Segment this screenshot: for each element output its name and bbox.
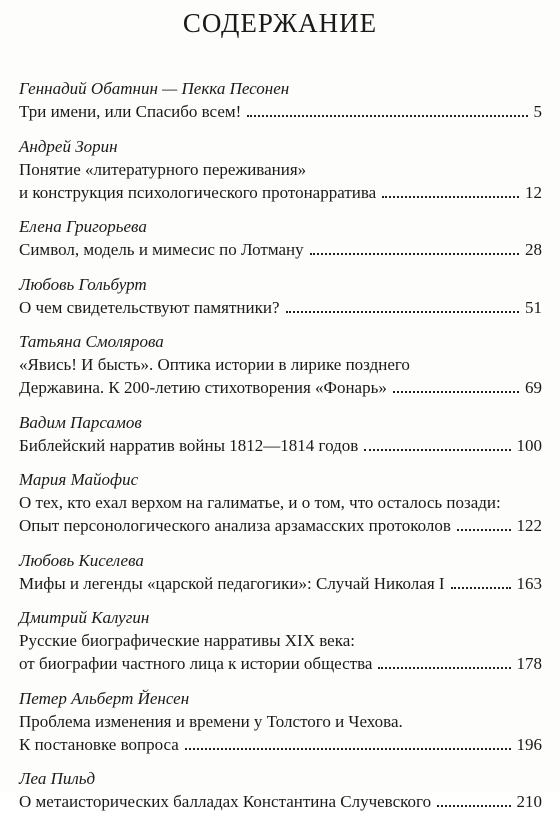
toc-entry-author: Геннадий Обатнин — Пекка Песонен: [19, 79, 290, 98]
toc-entry-page-number: 178: [516, 654, 542, 673]
toc-entry-title-line: [19, 790, 542, 813]
toc-entry-page-number: 100: [516, 435, 542, 455]
toc-entry-page-number: 69: [525, 378, 542, 397]
toc-entry-title-line: [19, 353, 542, 376]
toc-entry-page-number: 5: [533, 102, 542, 121]
toc-entry: [19, 136, 542, 204]
toc-entry-author: Любовь Гольбурт: [19, 274, 147, 294]
toc-entry-title-line: [19, 158, 542, 181]
dot-leader: [393, 391, 519, 393]
toc-entry-title-line: [19, 710, 542, 733]
toc-entry-title-text: Три имени, или Спасибо всем!: [19, 102, 242, 121]
toc-entry-title-line: [19, 100, 542, 123]
dot-leader: [364, 449, 510, 451]
toc-entry-title-text: Русские биографические нарративы XIX века:: [19, 631, 355, 650]
toc-entry-author: Елена Григорьева: [19, 217, 147, 236]
toc-entry-title-line: [19, 629, 542, 652]
toc-entry: [19, 469, 542, 537]
toc-entry-title-text: и конструкция психологического протонарратива: [19, 182, 377, 202]
toc-entry-author: Леа Пильд: [19, 769, 96, 788]
toc-entry-title-line: [19, 733, 542, 756]
toc-entry-title-line: [19, 434, 542, 457]
toc-entry-page-number: 122: [516, 516, 542, 535]
dot-leader: [451, 587, 511, 589]
toc-entry-title-text: О метаисторических балладах Константина Случевского: [19, 792, 432, 811]
toc-entry-page-number: 196: [516, 734, 542, 754]
dot-leader: [286, 311, 519, 313]
toc-entry-title-text: К постановке вопроса: [19, 734, 179, 754]
toc-entry-author: Любовь Киселева: [19, 550, 144, 570]
dot-leader: [247, 115, 527, 117]
toc-entry-title-text: Мифы и легенды «царской педагогики»: Случай Николая I: [19, 573, 445, 593]
toc-entry-author: Андрей Зорин: [19, 136, 118, 156]
dot-leader: [457, 529, 511, 531]
toc-entry-author: Вадим Парсамов: [19, 412, 142, 432]
dot-leader: [437, 805, 510, 807]
toc-entry-title-line: [19, 181, 542, 204]
toc-entry-title-line: [19, 296, 542, 319]
toc-entry-author: Петер Альберт Йенсен: [19, 688, 190, 708]
dot-leader: [382, 196, 519, 198]
toc-entry: [19, 768, 542, 813]
toc-entry-title-text: Державина. К 200-летию стихотворения «Фонарь»: [19, 378, 387, 397]
table-of-contents: [19, 78, 542, 826]
toc-entry-title-line: [19, 514, 542, 537]
toc-entry-title-text: Понятие «литературного переживания»: [19, 159, 307, 179]
toc-entry: [19, 412, 542, 457]
toc-entry-title-text: Библейский нарратив войны 1812—1814 годов: [19, 435, 359, 455]
toc-entry-title-text: Символ, модель и мимесис по Лотману: [19, 240, 304, 259]
dot-leader: [185, 748, 511, 750]
toc-entry-author: Мария Майофис: [19, 470, 139, 489]
toc-entry: [19, 688, 542, 756]
toc-entry-author: Татьяна Смолярова: [19, 332, 164, 351]
toc-entry-title-line: [19, 572, 542, 595]
toc-entry: [19, 274, 542, 319]
page-title: СОДЕРЖАНИЕ: [182, 8, 378, 38]
toc-entry: [19, 216, 542, 261]
toc-entry-page-number: 12: [525, 182, 542, 202]
toc-entry-title-line: [19, 491, 542, 514]
toc-entry-page-number: 163: [516, 573, 542, 593]
toc-entry-title-text: «Явись! И бысть». Оптика истории в лирике позднего: [19, 355, 410, 374]
toc-entry-title-text: О тех, кто ехал верхом на галиматье, и о том, что осталось позади:: [19, 493, 501, 512]
dot-leader: [378, 667, 510, 669]
toc-entry-title-line: [19, 238, 542, 261]
toc-entry: [19, 331, 542, 399]
toc-entry-page-number: 28: [525, 240, 542, 259]
toc-entry-page-number: 51: [525, 297, 542, 317]
toc-entry-title-text: Проблема изменения и времени у Толстого и Чехова.: [19, 711, 403, 731]
toc-entry-author: Дмитрий Калугин: [19, 608, 150, 627]
toc-entry: [19, 78, 542, 123]
toc-entry: [19, 607, 542, 675]
toc-entry-title-line: [19, 652, 542, 675]
toc-entry-title-text: Опыт персонологического анализа арзамасских протоколов: [19, 516, 451, 535]
toc-entry-title-line: [19, 376, 542, 399]
toc-entry-page-number: 210: [516, 792, 542, 811]
toc-entry: [19, 550, 542, 595]
toc-entry-title-text: О чем свидетельствуют памятники?: [19, 297, 280, 317]
dot-leader: [310, 253, 519, 255]
toc-entry-title-text: от биографии частного лица к истории общества: [19, 654, 373, 673]
